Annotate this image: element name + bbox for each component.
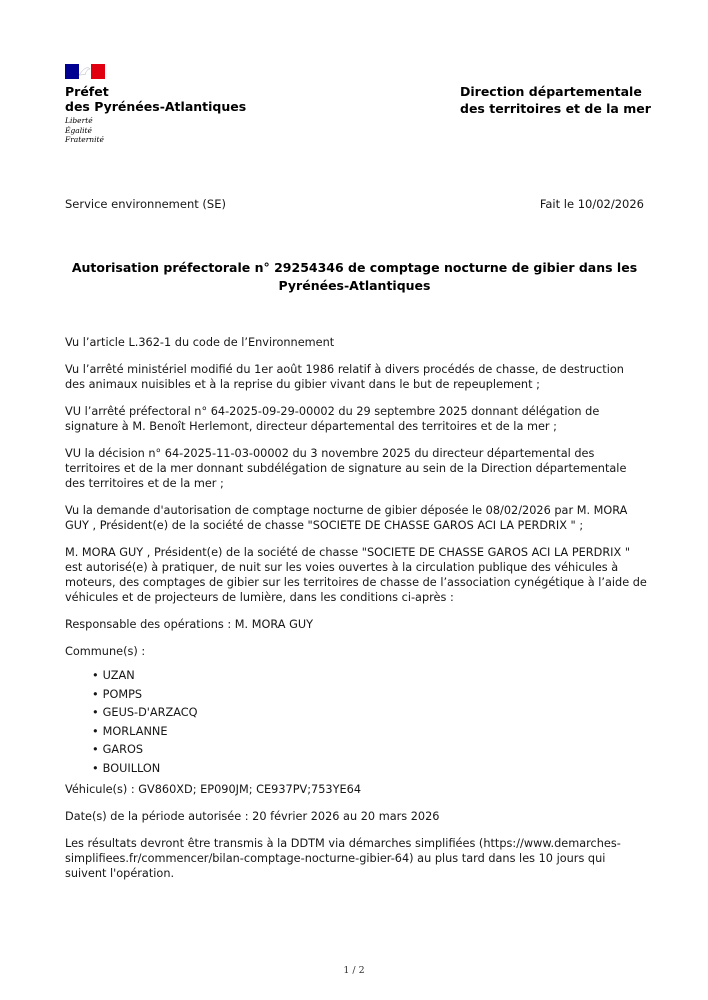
commune-item: • GAROS (92, 741, 647, 760)
paragraph-arrete-ministeriel: Vu l’arrêté ministériel modifié du 1er août 1986 relatif à divers procédés de chasse, de destruction des animaux nuisibles et à la reprise du gibier vivant dans le but de repeuplement ; (65, 363, 624, 391)
paragraph-decision-subdelegation: VU la décision n° 64-2025-11-03-00002 du 3 novembre 2025 du directeur départemental des territoires et de la mer donnant subdélégation de signature au sein de la Direction départementale des territoires et de la mer ; (65, 447, 627, 490)
republic-motto (65, 116, 104, 145)
direction-title (460, 83, 651, 117)
prefet-line-2: des Pyrénées-Atlantiques (65, 99, 247, 114)
motto-liberte: Liberté (65, 116, 93, 125)
paragraph-responsable: Responsable des opérations : M. MORA GUY (65, 618, 313, 631)
direction-line-1: Direction départementale (460, 84, 642, 99)
paragraph-resultats: Les résultats devront être transmis à la DDTM via démarches simplifiées (https://www.demarches-simplifiees.fr/commencer/bilan-comptage-nocturne-gibier-64) au plus tard dans les 10 jours qui suivent l'opération. (65, 837, 621, 880)
document-body (65, 335, 647, 893)
paragraph-periode: Date(s) de la période autorisée : 20 février 2026 au 20 mars 2026 (65, 810, 440, 823)
commune-item: • GEUS-D'ARZACQ (92, 704, 647, 723)
paragraph-code-environnement: Vu l’article L.362-1 du code de l’Environnement (65, 336, 335, 349)
commune-item: • MORLANNE (92, 723, 647, 742)
prefet-line-1: Préfet (65, 84, 109, 99)
direction-line-2: des territoires et de la mer (460, 101, 651, 116)
meta-row (65, 197, 644, 211)
commune-item: • UZAN (92, 667, 647, 686)
page-number: 1 / 2 (343, 965, 365, 976)
motto-egalite: Égalité (65, 125, 92, 135)
flag-red-band (91, 64, 105, 79)
document-title: Autorisation préfectorale n° 29254346 de comptage nocturne de gibier dans les Pyrénées-Atlantiques (71, 260, 638, 293)
paragraph-vehicules: Véhicule(s) : GV860XD; EP090JM; CE937PV;753YE64 (65, 783, 362, 796)
paragraph-arrete-prefectoral: VU l’arrêté préfectoral n° 64-2025-09-29-00002 du 29 septembre 2025 donnant délégation de signature à M. Benoît Herlemont, directeur départemental des territoires et de la mer ; (65, 405, 600, 433)
commune-item: • BOUILLON (92, 760, 647, 779)
motto-fraternite: Fraternité (65, 135, 104, 144)
commune-item: • POMPS (92, 686, 647, 705)
paragraph-autorisation: M. MORA GUY , Président(e) de la société de chasse "SOCIETE DE CHASSE GAROS ACI LA PERDRIX " est autorisé(e) à pratiquer, de nuit sur les voies ouvertes à la circulation publique des véhicules à moteurs, des comptages de gibier sur les territoires de chasse de l’association cynégétique à l’aide de véhicules et de projecteurs de lumière, dans les conditions ci-après : (65, 546, 647, 604)
prefet-title (65, 84, 246, 114)
marianne-icon (77, 66, 91, 77)
document-date: Fait le 10/02/2026 (539, 197, 644, 211)
paragraph-demande: Vu la demande d'autorisation de comptage nocturne de gibier déposée le 08/02/2026 par M. MORA GUY , Président(e) de la société de chasse "SOCIETE DE CHASSE GAROS ACI LA PERDRIX " ; (65, 504, 628, 532)
paragraph-communes-label: Commune(s) : (65, 645, 146, 658)
service-name: Service environnement (SE) (65, 197, 226, 211)
communes-list (65, 667, 647, 778)
